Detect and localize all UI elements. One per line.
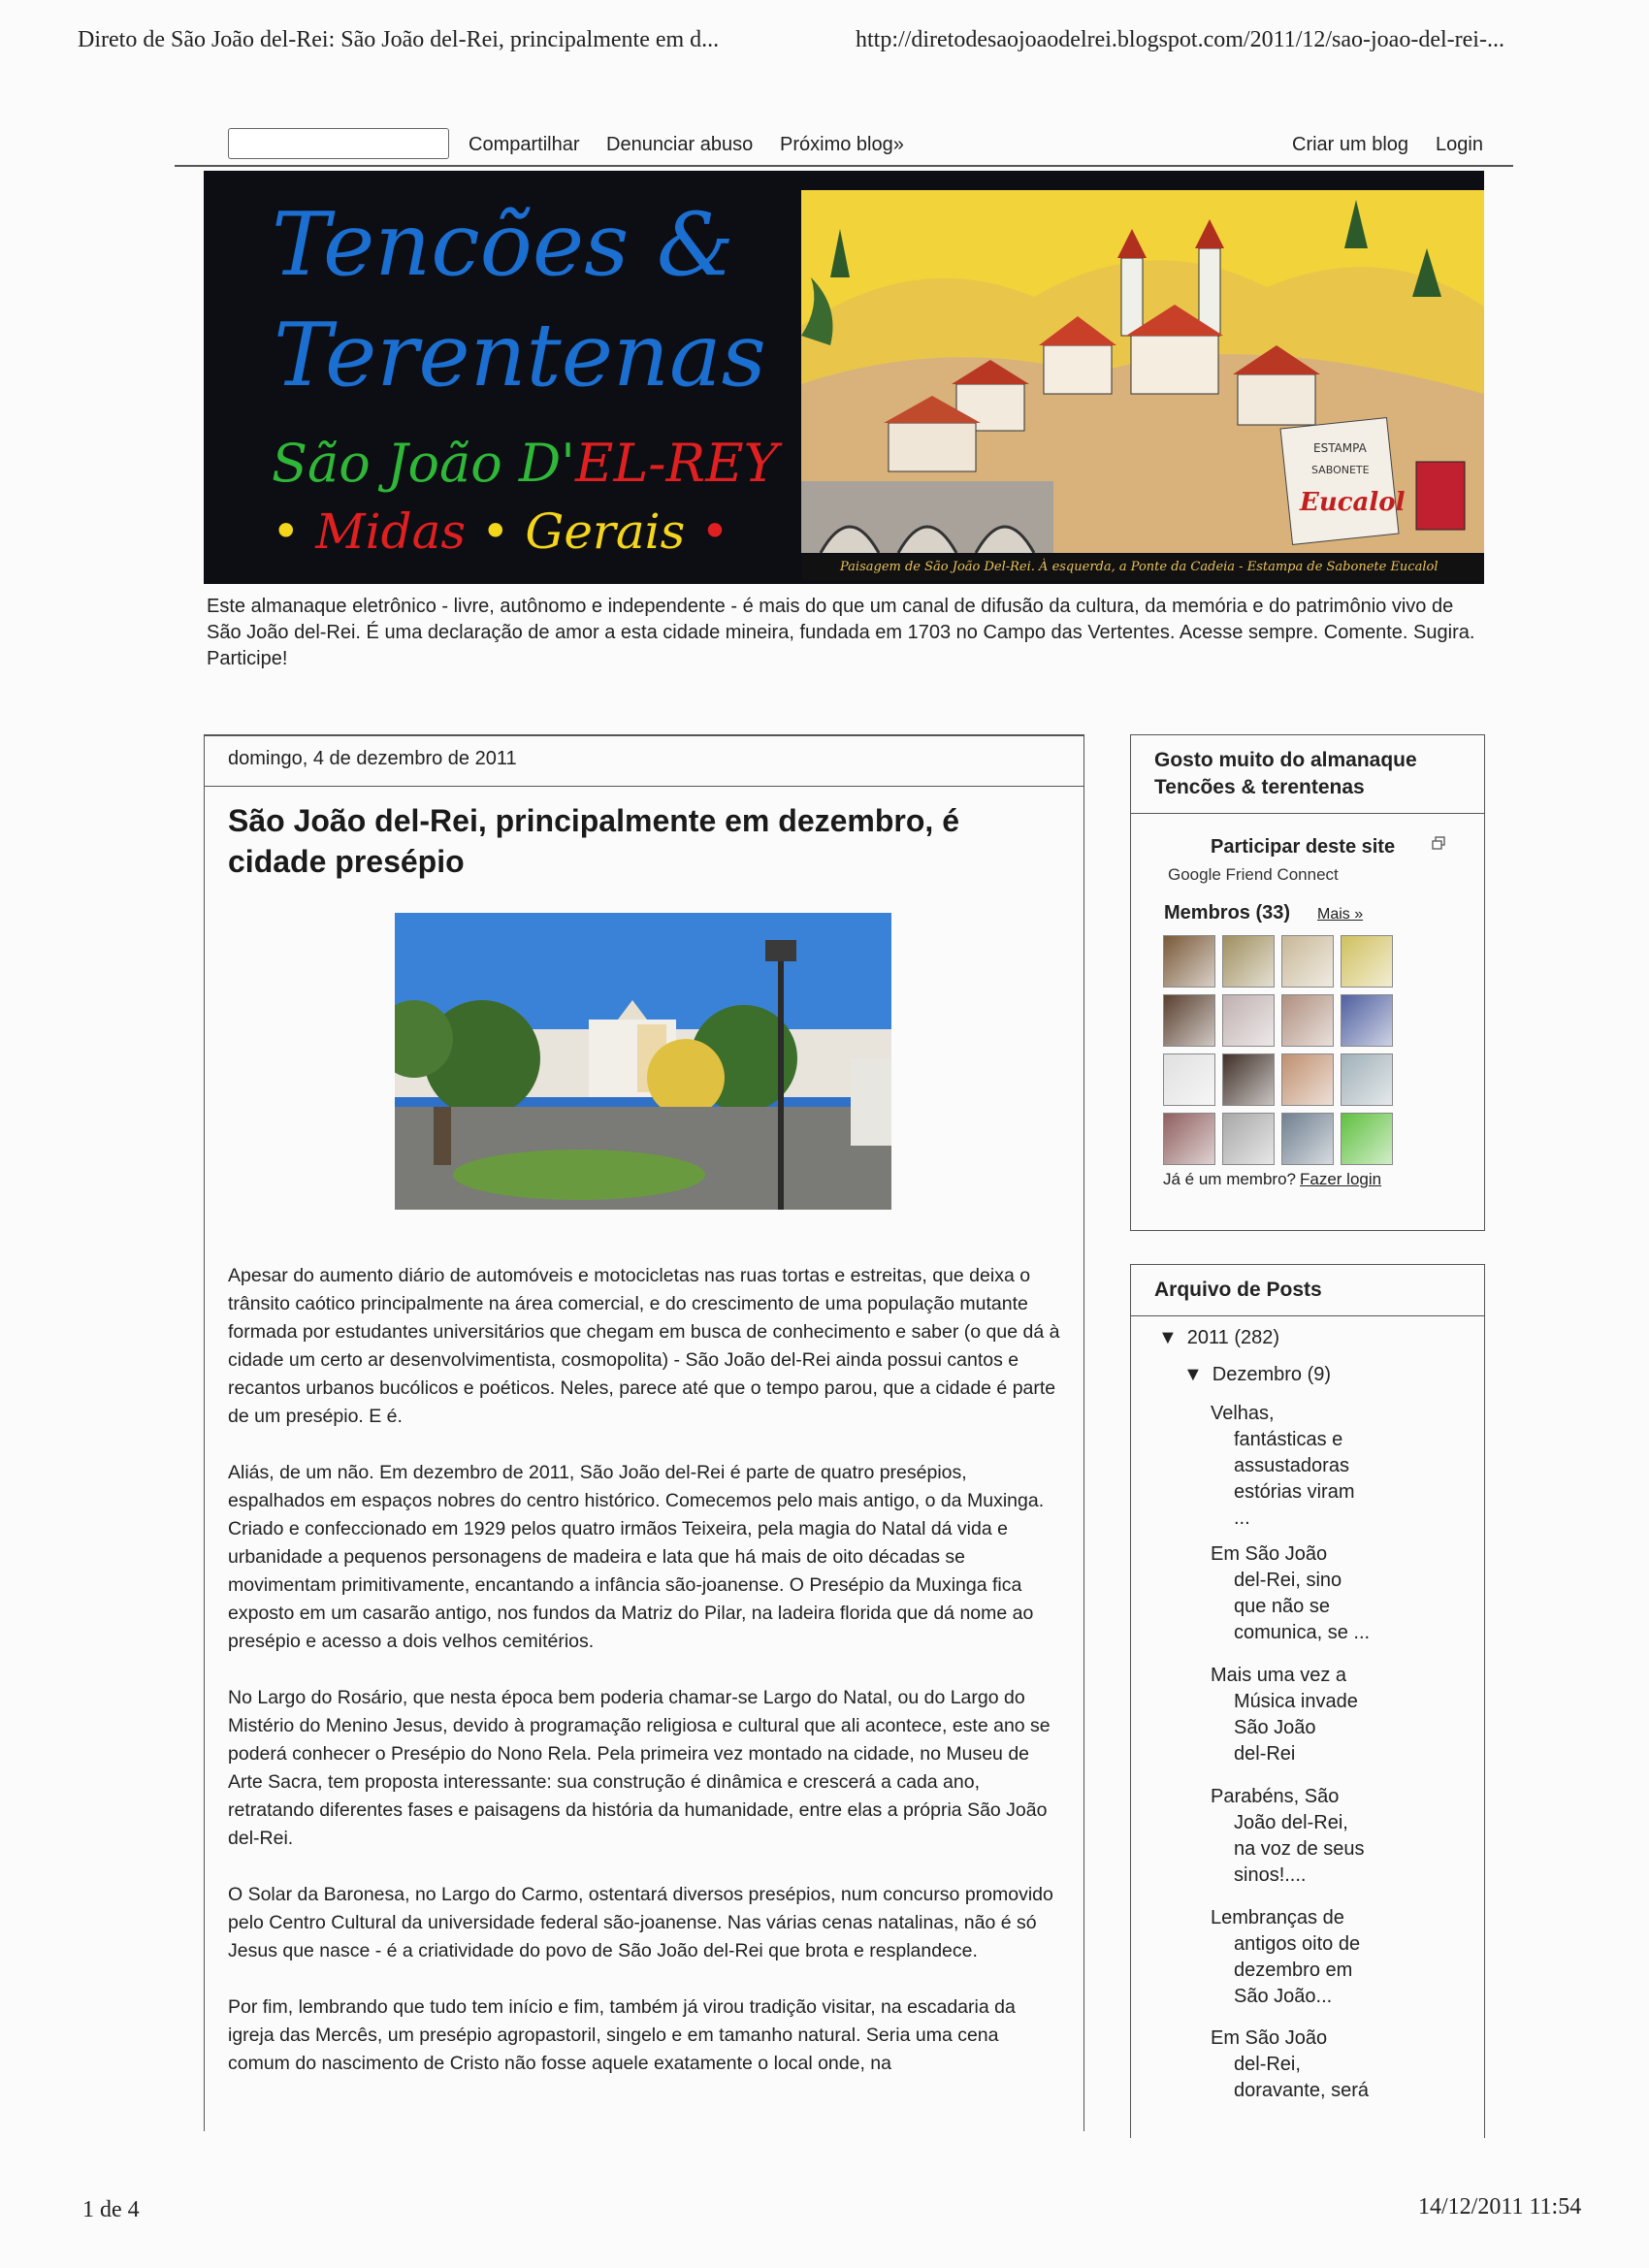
archive-post-line: sinos!.... bbox=[1234, 1864, 1307, 1886]
archive-post-link[interactable] bbox=[1211, 2025, 1405, 2104]
sign-in-link[interactable]: Fazer login bbox=[1300, 1170, 1382, 1188]
navbar-divider bbox=[175, 165, 1513, 167]
banner-caption: Paisagem de São João Del-Rei. À esquerda, a Ponte da Cadeia - Estampa de Sabonete Eucalol bbox=[801, 555, 1484, 580]
archive-widget-title: Arquivo de Posts bbox=[1131, 1265, 1484, 1316]
archive-post-line: João del-Rei, bbox=[1234, 1812, 1348, 1833]
followers-widget bbox=[1130, 734, 1485, 1231]
post-top-border bbox=[205, 734, 1083, 736]
post-paragraph: O Solar da Baronesa, no Largo do Carmo, ostentará diversos presépios, num concurso promovido pelo Centro Cultural da universidade federal são-joanense. Nas várias cenas natalinas, não é só Jesus que nasce - é a criatividade do povo de São João del-Rei que brota e resplandece. bbox=[228, 1884, 1053, 1961]
archive-post-line: comunica, se ... bbox=[1234, 1622, 1371, 1643]
archive-widget bbox=[1130, 1264, 1485, 2138]
already-member bbox=[1163, 1170, 1381, 1189]
member-avatar[interactable] bbox=[1341, 935, 1393, 988]
archive-post-line: São João... bbox=[1234, 1986, 1333, 2007]
archive-post-line: Velhas, bbox=[1211, 1403, 1275, 1424]
archive-post-line: estórias viram bbox=[1234, 1481, 1355, 1503]
login-link[interactable]: Login bbox=[1436, 134, 1483, 155]
banner-subtitle-green: São João D' bbox=[272, 433, 576, 494]
followers-widget-title: Gosto muito do almanaque Tencões & terentenas bbox=[1131, 735, 1484, 814]
archive-post-line: ... bbox=[1234, 1507, 1250, 1529]
member-avatar[interactable] bbox=[1222, 994, 1275, 1047]
archive-post-line: que não se bbox=[1234, 1596, 1330, 1617]
archive-post-line: antigos oito de bbox=[1234, 1933, 1361, 1955]
stamp-line1: ESTAMPA bbox=[1313, 441, 1367, 455]
archive-post-link[interactable] bbox=[1211, 1905, 1405, 2010]
banner-word-gerais: Gerais bbox=[525, 503, 686, 560]
archive-post-line: doravante, será bbox=[1234, 2080, 1369, 2101]
archive-post-line: dezembro em bbox=[1234, 1960, 1353, 1981]
member-avatar[interactable] bbox=[1222, 1113, 1275, 1165]
archive-post-line: na voz de seus bbox=[1234, 1838, 1365, 1860]
member-avatar[interactable] bbox=[1163, 935, 1215, 988]
member-avatar[interactable] bbox=[1281, 1113, 1334, 1165]
create-blog-link[interactable]: Criar um blog bbox=[1292, 134, 1409, 155]
member-avatar[interactable] bbox=[1163, 994, 1215, 1047]
archive-post-line: Lembranças de bbox=[1211, 1907, 1344, 1928]
post-paragraph: Apesar do aumento diário de automóveis e motocicletas nas ruas tortas e estreitas, que deixa o trânsito caótico principalmente na área comercial, e do crescimento de uma população mutante formada por estudantes universitários que chegam em busca de conhecimento e saber (o que dá à cidade um certo ar desenvolvimentista, cosmopolita) - São João del-Rei ainda possui cantos e recantos urbanos bucólicos e poéticos. Neles, parece até que o tempo parou, que a cidade é parte de um presépio. E é. bbox=[228, 1265, 1060, 1427]
post-photo[interactable] bbox=[395, 913, 891, 1210]
more-members-link[interactable]: Mais » bbox=[1317, 906, 1364, 923]
member-avatar[interactable] bbox=[1163, 1113, 1215, 1165]
post-paragraph: Por fim, lembrando que tudo tem início e fim, também já virou tradição visitar, na escadaria da igreja das Mercês, um presépio agropastoril, singelo e em tamanho natural. Seria uma cena comum do nascimento de Cristo não fosse aquele exatamente o local onde, na bbox=[228, 1996, 1016, 2074]
print-page-number: 1 de 4 bbox=[82, 2197, 140, 2222]
banner-subtitle bbox=[272, 433, 778, 494]
stamp-brand: Eucalol bbox=[1300, 488, 1406, 517]
popout-icon[interactable] bbox=[1432, 836, 1445, 850]
member-avatar[interactable] bbox=[1222, 1053, 1275, 1106]
print-url: http://diretodesaojoaodelrei.blogspot.com/2011/12/sao-joao-del-rei-... bbox=[856, 27, 1504, 52]
blog-header-banner[interactable] bbox=[204, 171, 1484, 584]
post-paragraph: Aliás, de um não. Em dezembro de 2011, São João del-Rei é parte de quatro presépios, espalhados em espaços nobres do centro histórico. Comecemos pelo mais antigo, o da Muxinga. Criado e confeccionado em 1929 pelos quatro irmãos Teixeira, pela magia do Natal dá vida e urbanidade a pequenos personagens de madeira e lata que há mais de oito décadas se movimentam primitivamente, encantando a infância são-joanense. O Presépio da Muxinga fica exposto em um casarão antigo, nos fundos da Matriz do Pilar, na ladeira florida que dá nome ao presépio e acesso a dois velhos cemitérios. bbox=[228, 1462, 1045, 1652]
member-avatar[interactable] bbox=[1341, 1113, 1393, 1165]
banner-word-minas: Midas bbox=[315, 503, 467, 560]
archive-post-link[interactable] bbox=[1211, 1663, 1405, 1767]
archive-post-link[interactable] bbox=[1211, 1401, 1405, 1532]
member-avatar[interactable] bbox=[1163, 1053, 1215, 1106]
print-title: Direto de São João del-Rei: São João del-Rei, principalmente em d... bbox=[78, 27, 720, 52]
join-site-link[interactable]: Participar deste site bbox=[1211, 836, 1396, 858]
archive-year[interactable] bbox=[1158, 1325, 1279, 1351]
share-link[interactable]: Compartilhar bbox=[469, 134, 580, 155]
member-avatar[interactable] bbox=[1222, 935, 1275, 988]
member-avatar[interactable] bbox=[1341, 1053, 1393, 1106]
banner-town-illustration bbox=[801, 190, 1484, 553]
stamp-line2: SABONETE bbox=[1311, 464, 1370, 476]
member-avatar[interactable] bbox=[1281, 994, 1334, 1047]
member-avatar[interactable] bbox=[1341, 994, 1393, 1047]
already-member-text: Já é um membro? bbox=[1163, 1170, 1296, 1188]
archive-post-line: fantásticas e bbox=[1234, 1429, 1343, 1450]
archive-year-label[interactable]: 2011 (282) bbox=[1186, 1327, 1280, 1348]
archive-post-line: assustadoras bbox=[1234, 1455, 1349, 1476]
triangle-down-icon[interactable]: ▼ bbox=[1183, 1364, 1203, 1385]
post-date-divider bbox=[205, 783, 1083, 787]
archive-post-line: Parabéns, São bbox=[1211, 1786, 1340, 1807]
navbar-search-input[interactable] bbox=[228, 128, 449, 159]
print-timestamp: 14/12/2011 11:54 bbox=[1418, 2194, 1582, 2219]
print-header bbox=[78, 27, 1610, 53]
archive-post-line: Música invade bbox=[1234, 1691, 1358, 1712]
archive-post-line: Em São João bbox=[1211, 2027, 1328, 2049]
archive-post-line: del-Rei, bbox=[1234, 2054, 1301, 2075]
members-count: Membros (33) bbox=[1164, 902, 1291, 923]
post-title[interactable]: São João del-Rei, principalmente em dezembro, é cidade presépio bbox=[228, 803, 959, 879]
post-body bbox=[228, 1262, 1062, 2106]
member-avatar[interactable] bbox=[1281, 935, 1334, 988]
archive-post-link[interactable] bbox=[1211, 1784, 1405, 1889]
archive-post-line: Mais uma vez a bbox=[1211, 1665, 1347, 1686]
banner-title-line2: Terentenas bbox=[274, 305, 766, 406]
post-date: domingo, 4 de dezembro de 2011 bbox=[228, 748, 517, 769]
archive-post-line: del-Rei bbox=[1234, 1743, 1296, 1765]
banner-subtitle2: • Midas • Gerais • bbox=[272, 503, 729, 560]
report-abuse-link[interactable]: Denunciar abuso bbox=[606, 134, 754, 155]
banner-subtitle-red: EL-REY bbox=[575, 433, 779, 494]
blog-post bbox=[204, 734, 1084, 2131]
archive-post-line: Em São João bbox=[1211, 1543, 1328, 1565]
archive-post-link[interactable] bbox=[1211, 1541, 1405, 1646]
blog-description: Este almanaque eletrônico - livre, autônomo e independente - é mais do que um canal de difusão da cultura, da memória e do patrimônio vivo de São João del-Rei. É uma declaração de amor a esta cidade mineira, fundada em 1703 no Campo das Vertentes. Acesse sempre. Comente. Sugira. Participe! bbox=[207, 596, 1475, 669]
gfc-provider: Google Friend Connect bbox=[1168, 865, 1339, 884]
banner-title-line1: Tencões & bbox=[272, 194, 735, 296]
archive-month[interactable] bbox=[1183, 1362, 1331, 1388]
member-avatar[interactable] bbox=[1281, 1053, 1334, 1106]
next-blog-link[interactable]: Próximo blog» bbox=[780, 134, 904, 155]
archive-month-label[interactable]: Dezembro (9) bbox=[1212, 1364, 1332, 1385]
archive-post-line: São João bbox=[1234, 1717, 1316, 1738]
blogger-navbar bbox=[228, 128, 1489, 161]
post-paragraph: No Largo do Rosário, que nesta época bem poderia chamar-se Largo do Natal, ou do Largo do Mistério do Menino Jesus, devido à programação religiosa e cultural que ali acontece, este ano se poderá conhecer o Presépio do Nono Rela. Pela primeira vez montado na cidade, no Museu de Arte Sacra, tem proposta interessante: sua construção é dinâmica e crescerá a cada ano, retratando diferentes fases e paisagens da história da humanidade, entre elas a própria São João del-Rei. bbox=[228, 1687, 1051, 1849]
triangle-down-icon[interactable]: ▼ bbox=[1158, 1327, 1178, 1348]
archive-post-line: del-Rei, sino bbox=[1234, 1570, 1342, 1591]
